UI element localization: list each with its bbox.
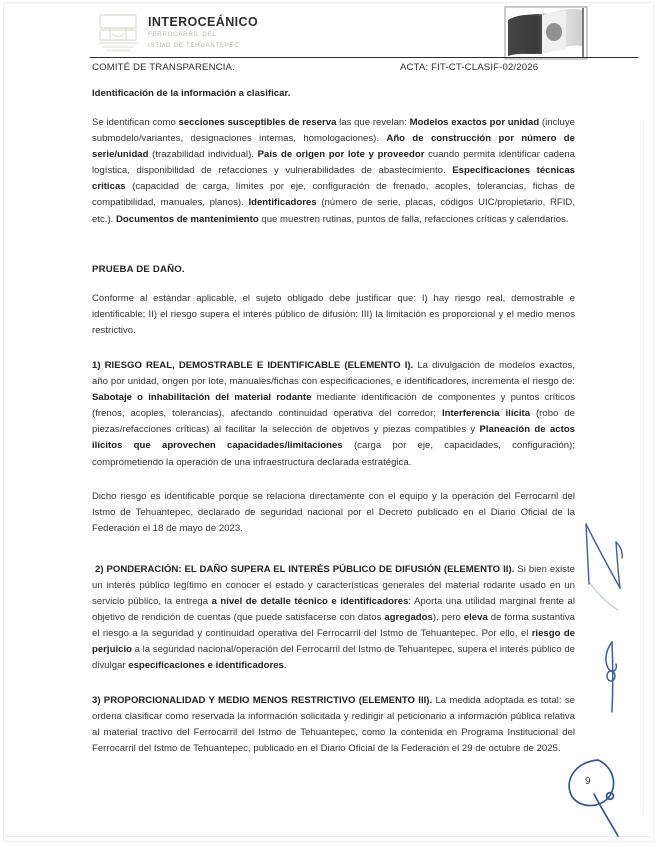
header-divider-rule [90,57,638,58]
section-heading-identificacion: Identificación de la información a clasificar. [92,88,291,99]
brand-lockup [96,12,258,52]
interoceanico-logo-icon [96,12,140,52]
section-title-prueba-dano: PRUEBA DE DAÑO. [92,264,185,276]
txt: que muestren rutinas, puntos de falla, refacciones críticas y calendarios. [258,213,569,225]
bold-elemento-2-lead: 2) PONDERACIÓN: EL DAÑO SUPERA EL INTERÉS PÚBLICO DE DIFUSIÓN (ELEMENTO II). [95,563,515,575]
txt: ), pero [432,612,464,624]
paragraph-identificacion [92,115,575,228]
handwritten-ink-mark-1 [576,518,646,610]
txt: las que revelan: [336,117,410,128]
bold-sabotaje: Sabotaje o inhabilitación del material rodante [92,392,312,404]
bold-eleva: eleva [463,612,488,624]
txt: (número de serie, placas, códigos UIC/propietario, RFID, etc.). [92,197,575,225]
acta-number: ACTA: FIT-CT-CLASIF-02/2026 [400,62,539,73]
mexican-flag-emblem-icon [504,6,588,60]
bold-elemento-3-lead: 3) PROPORCIONALIDAD Y MEDIO MENOS RESTRICTIVO (ELEMENTO III). [92,695,433,707]
paragraph-riesgo-identificable: Dicho riesgo es identificable porque se relaciona directamente con el equipo y la operación del Ferrocarril del Istmo de Tehuantepec, declarado de seguridad nacional por el Decreto publicado en el Diario Oficial de la Federación el 18 de mayo de 2023. [92,491,575,535]
brand-text-block [148,12,258,51]
bold-documentos-mantenimiento: Documentos de mantenimiento [116,213,259,225]
bold-identificadores: Identificadores [248,197,317,209]
bold-secciones-reserva: secciones susceptibles de reserva [178,117,337,128]
txt: cuando permita identificar cadena logística, disponibilidad de refacciones y vulnerabilidades de abastecimiento. [92,149,575,177]
bold-nivel-detalle-tecnico: a nivel de detalle técnico e identificadores [211,596,409,608]
txt: . [283,660,287,672]
txt: (carga por eje, capacidades, configuración); comprometiendo la operación de una infraestructura declarada estratégica. [92,440,575,468]
txt: (robo de piezas/refacciones críticas) al facilitar la selección de objetivos y piezas compatibles y [92,408,575,436]
txt: La divulgación de modelos exactos, año por unidad, origen por lote, manuales/fichas con especificaciones, e identificadores, incrementa el riesgo de: [92,359,575,388]
paragraph-elemento-1 [92,358,575,471]
bold-riesgo-perjuicio: riesgo de perjuicio [92,628,575,656]
bold-especificaciones-identificadores: especificaciones e identificadores [128,660,284,672]
bold-interferencia-ilicita: Interferencia ilícita [441,408,531,420]
bold-modelos-exactos: Modelos exactos por unidad [409,117,540,128]
txt: Si bien existe un interés público legítimo en conocer el estado y características generales del material rodante usado en un servicio público, la entrega [92,563,575,608]
scan-right-edge [643,120,644,815]
paragraph-elemento-3 [92,693,575,757]
paragraph-prueba-intro: Conforme al estándar aplicable, el sujeto obligado debe justificar que: I) hay riesgo real, demostrable e identificable; II) el riesgo supera el interés público de difusión; III) la limitación es proporcional y el medio menos restrictivo. [92,293,575,337]
brand-subtitle-line1: FERROCARRIL DEL [148,31,217,39]
txt: La medida adoptada es total: se ordena clasificar como reservada la información solicitada y redirigir al peticionario a información pública relativa al material tractivo del Ferrocarril del Istmo de Tehuantepec, como la contenida en Programa Institucional del Ferrocarril del Istmo de Tehuantepec, publicado en el Diario Oficial de la Federación el 29 de octubre de 2025. [92,695,576,755]
txt: (capacidad de carga, límites por eje, configuración de frenado, acoples, tolerancias, fichas de compatibilidad, manuales, planos). [92,181,575,209]
scan-bottom-edge [5,836,651,837]
page-number: 9 [585,776,591,787]
txt: (trazabilidad individual). [148,149,258,161]
bold-planeacion-actos-ilicitos: Planeación de actos ilícitos que aprovechen capacidades/limitaciones [92,424,575,452]
brand-subtitle-line2: ISTMO DE TEHUANTEPEC [148,42,240,50]
spacer [92,550,575,562]
bold-ano-construccion: Año de construcción por número de serie/unidad [92,133,575,161]
txt: de forma sustantiva el riesgo a la seguridad y continuidad operativa del Ferrocarril del Istmo de Tehuantepec. Por ello, el [92,612,575,640]
bold-agregados: agregados [384,612,433,624]
bold-elemento-1-lead: 1) RIESGO REAL, DEMOSTRABLE E IDENTIFICABLE (ELEMENTO I). [92,359,414,371]
committee-label: COMITÉ DE TRANSPARENCIA. [92,62,235,73]
document-masthead [0,0,656,62]
txt: (incluye submodelo/variantes, designaciones internas, homologaciones). [92,117,575,145]
bold-especificaciones-tecnicas: Especificaciones técnicas críticas [92,165,575,193]
txt: : Aporta una utilidad marginal frente al objetivo de rendición de cuentas (que puede satisfacerse con datos [92,596,575,624]
brand-name: INTEROCEÁNICO [148,15,259,29]
paragraph-elemento-2 [92,562,575,675]
txt: Se identifican como [92,117,179,128]
txt: mediante identificación de componentes y puntos críticos (frenos, acoples, tolerancias), afectando continuidad operativa del corredor; [92,392,575,420]
document-header-line [92,62,584,76]
bold-pais-origen: País de origen por lote y proveedor [257,149,425,161]
handwritten-ink-mark-2 [592,638,632,714]
document-body [92,86,575,770]
spacer [92,240,575,246]
txt: a la seguridad nacional/operación del Ferrocarril del Istmo de Tehuantepec, supera el interés público de divulgar [92,644,575,672]
